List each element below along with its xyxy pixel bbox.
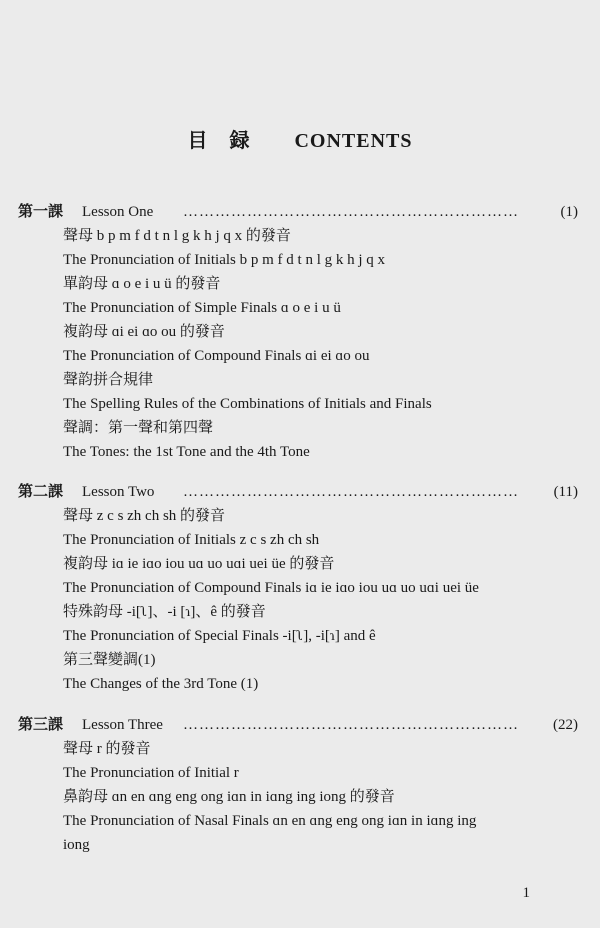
topic-line: 聲調：第一聲和第四聲 <box>63 420 214 436</box>
topic-line: The Pronunciation of Nasal Finals ɑn en ɑng eng ong iɑn in iɑng ing <box>63 813 477 829</box>
topic-line: The Pronunciation of Initials z c s zh ch sh <box>63 532 320 548</box>
lesson-page: (1) <box>560 204 578 220</box>
lesson-page: (11) <box>553 484 578 500</box>
dot-leader: ……………………………………………………… <box>183 204 519 220</box>
lesson-title: Lesson One <box>82 204 154 220</box>
lesson-title: Lesson Two <box>82 484 155 500</box>
lesson-topics <box>18 737 578 857</box>
page-title <box>0 124 600 153</box>
lesson-entry-2[interactable] <box>18 480 578 696</box>
topic-line: The Pronunciation of Simple Finals ɑ o e i u ü <box>63 300 341 316</box>
lesson-entry-1[interactable] <box>18 200 578 464</box>
topic-line: The Pronunciation of Initial r <box>63 765 239 781</box>
topic-line: The Pronunciation of Compound Finals iɑ ie iɑo iou uɑ uo uɑi uei üe <box>63 580 479 596</box>
topic-line: 複韵母 ɑi ei ɑo ou 的發音 <box>63 324 225 340</box>
lesson-heading <box>18 480 578 504</box>
topic-line: 聲母 b p m f d t n l g k h j q x 的發音 <box>63 228 291 244</box>
lesson-title: Lesson Three <box>82 717 163 733</box>
lesson-topics <box>18 224 578 464</box>
topic-line: 聲母 z c s zh ch sh 的發音 <box>63 508 226 524</box>
lesson-topics <box>18 504 578 696</box>
topic-line: 鼻韵母 ɑn en ɑng eng ong iɑn in iɑng ing iong 的發音 <box>63 789 395 805</box>
page-number: 1 <box>522 885 530 901</box>
topic-line: The Pronunciation of Special Finals -i[ʅ], -i[ɿ] and ê <box>63 628 376 644</box>
topic-line: The Pronunciation of Initials b p m f d t n l g k h j q x <box>63 252 386 268</box>
topic-line: 聲母 r 的發音 <box>63 741 151 757</box>
lesson-page: (22) <box>553 717 578 733</box>
topic-line: 單韵母 ɑ o e i u ü 的發音 <box>63 276 221 292</box>
lesson-number: 第一課 <box>18 204 64 220</box>
lesson-entry-3[interactable] <box>18 713 578 857</box>
topic-line: 聲韵拼合規律 <box>63 372 154 388</box>
lesson-heading <box>18 713 578 737</box>
topic-line: The Changes of the 3rd Tone (1) <box>63 676 259 692</box>
topic-line: 第三聲變調(1) <box>63 652 156 668</box>
lesson-heading <box>18 200 578 224</box>
topic-line: 特殊韵母 -i[ʅ]、-i [ɿ]、ê 的發音 <box>63 604 266 620</box>
lesson-number: 第三課 <box>18 717 64 733</box>
topic-line: iong <box>63 837 90 853</box>
title-en: CONTENTS <box>294 130 413 152</box>
topic-line: The Pronunciation of Compound Finals ɑi ei ɑo ou <box>63 348 370 364</box>
topic-line: 複韵母 iɑ ie iɑo iou uɑ uo uɑi uei üe 的發音 <box>63 556 335 572</box>
title-zh: 目 録 <box>187 130 251 152</box>
dot-leader: ……………………………………………………… <box>183 717 519 733</box>
dot-leader: ……………………………………………………… <box>183 484 519 500</box>
topic-line: The Tones: the 1st Tone and the 4th Tone <box>63 444 310 460</box>
topic-line: The Spelling Rules of the Combinations of Initials and Finals <box>63 396 432 412</box>
lesson-number: 第二課 <box>18 484 64 500</box>
